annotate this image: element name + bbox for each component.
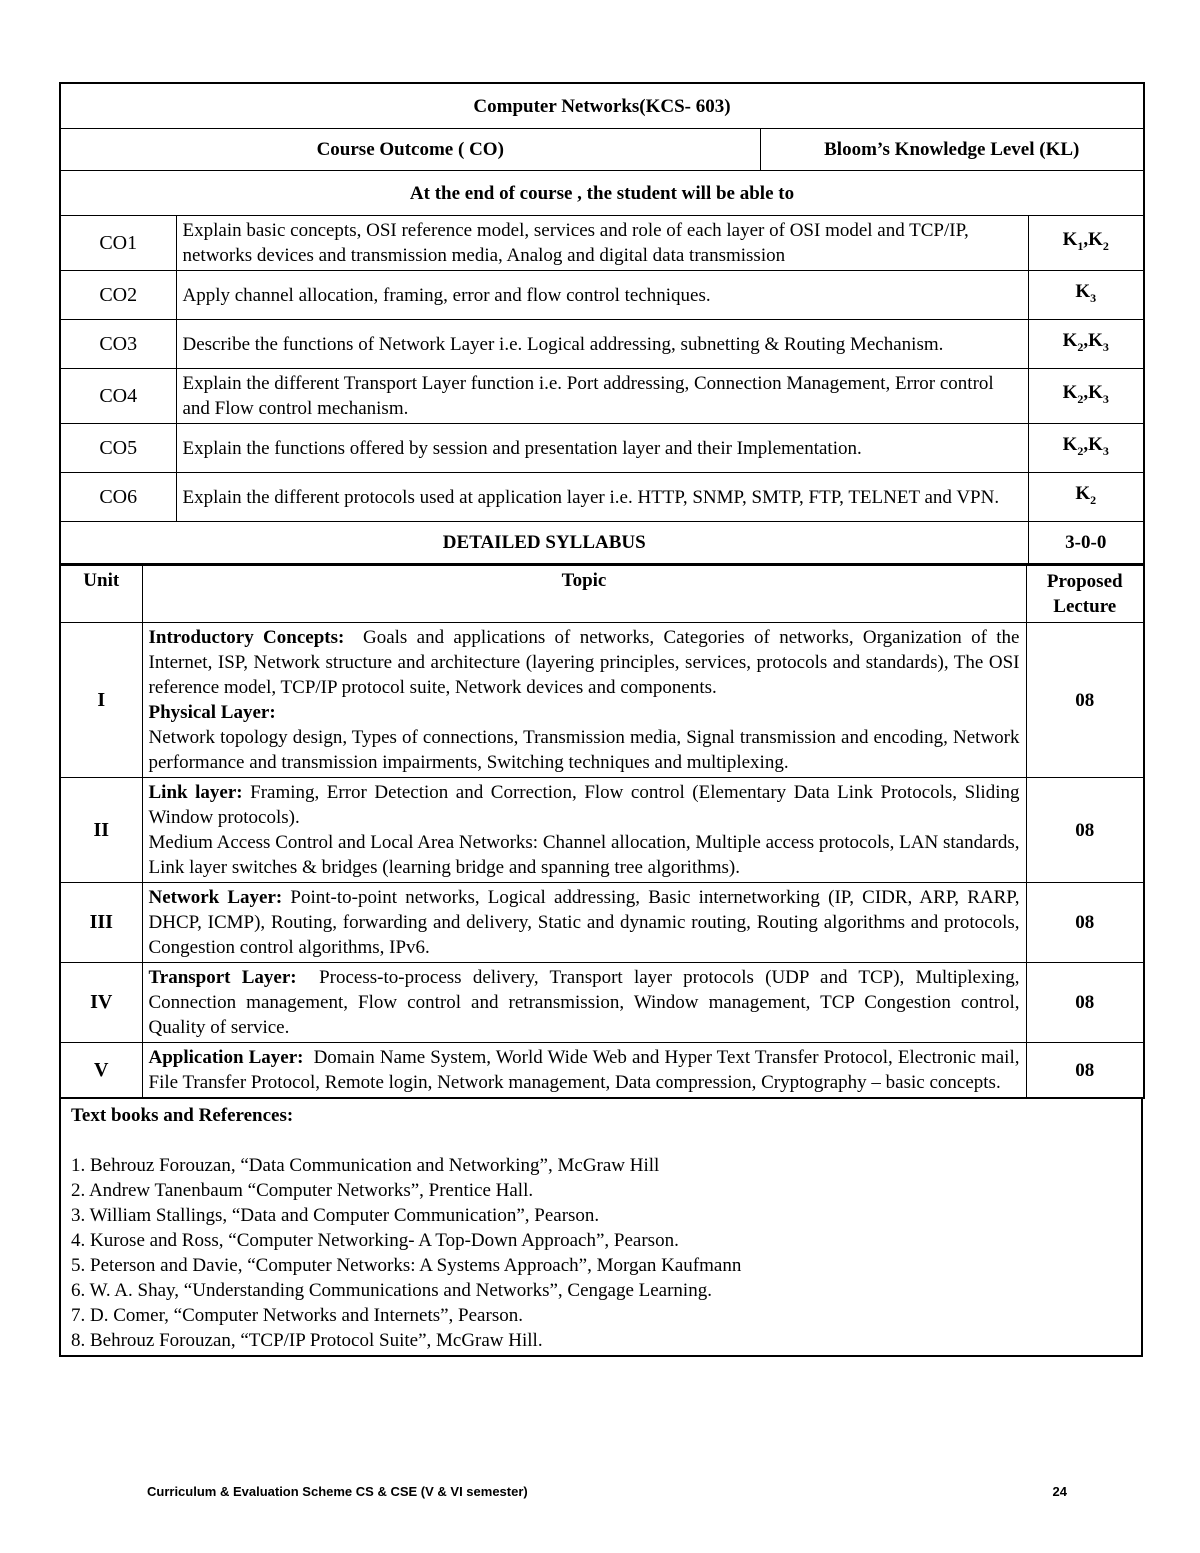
unit-topic xyxy=(142,963,1026,1043)
col-lecture: Proposed Lecture xyxy=(1026,566,1144,623)
co-row xyxy=(60,473,1144,522)
reference-item: 1. Behrouz Forouzan, “Data Communication and Networking”, McGraw Hill xyxy=(71,1155,660,1176)
topic-text: Framing, Error Detection and Correction, Flow control (Elementary Data Link Protocols, Sliding Window protocols). xyxy=(148,782,1024,828)
page-number: 24 xyxy=(1052,1484,1067,1499)
course-title: Computer Networks(KCS- 603) xyxy=(60,83,1144,129)
unit-lectures: 08 xyxy=(1026,883,1144,963)
co-header: Course Outcome ( CO) xyxy=(60,129,760,171)
syllabus-title: DETAILED SYLLABUS xyxy=(60,522,1028,565)
co-knowledge-level: $K_2,K_3$ xyxy=(1028,369,1144,424)
co-row xyxy=(60,216,1144,271)
co-code: CO3 xyxy=(60,320,176,369)
co-knowledge-level: $K_2$ xyxy=(1028,473,1144,522)
co-row xyxy=(60,424,1144,473)
topic-paragraph xyxy=(148,1045,1025,1095)
unit-topic xyxy=(142,883,1026,963)
co-code: CO4 xyxy=(60,369,176,424)
topic-text: Process-to-process delivery, Transport layer protocols (UDP and TCP), Multiplexing, Connection management, Flow control and retransmission, Window management, TCP Congestion control, Quality of service. xyxy=(148,967,1025,1038)
reference-item: 4. Kurose and Ross, “Computer Networking- A Top-Down Approach”, Pearson. xyxy=(71,1230,679,1251)
topic-heading: Link layer: xyxy=(148,782,243,803)
references-title: Text books and References: xyxy=(71,1105,294,1126)
topic-heading: Physical Layer: xyxy=(148,702,276,723)
unit-topic xyxy=(142,1043,1026,1099)
ltp-value: 3-0-0 xyxy=(1028,522,1144,565)
topic-paragraph xyxy=(148,700,1025,775)
reference-item: 8. Behrouz Forouzan, “TCP/IP Protocol Suite”, McGraw Hill. xyxy=(71,1330,543,1351)
co-description: Apply channel allocation, framing, error and flow control techniques. xyxy=(176,271,1028,320)
footer-text: Curriculum & Evaluation Scheme CS & CSE (V & VI semester) xyxy=(147,1484,528,1499)
topic-heading: Transport Layer: xyxy=(148,967,297,988)
topic-text: Goals and applications of networks, Categories of networks, Organization of the Internet, ISP, Network structure and architecture (layering principles, services, protocols and standards), The OSI reference model, TCP/IP protocol suite, Network devices and components. xyxy=(148,627,1025,698)
unit-number: V xyxy=(60,1043,142,1099)
co-code: CO2 xyxy=(60,271,176,320)
unit-number: IV xyxy=(60,963,142,1043)
unit-lectures: 08 xyxy=(1026,1043,1144,1099)
col-unit: Unit xyxy=(60,566,142,623)
co-row xyxy=(60,271,1144,320)
unit-row xyxy=(60,623,1144,778)
references-list xyxy=(71,1153,1131,1353)
topic-text: Medium Access Control and Local Area Networks: Channel allocation, Multiple access protocols, LAN standards, Link layer switches & bridges (learning bridge and spanning tree algorithms). xyxy=(148,832,1025,878)
co-code: CO5 xyxy=(60,424,176,473)
unit-number: I xyxy=(60,623,142,778)
co-code: CO1 xyxy=(60,216,176,271)
unit-topic xyxy=(142,623,1026,778)
co-knowledge-level: $K_2,K_3$ xyxy=(1028,424,1144,473)
co-description: Explain the different Transport Layer function i.e. Port addressing, Connection Management, Error control and Flow control mechanism. xyxy=(176,369,1028,424)
unit-lectures: 08 xyxy=(1026,623,1144,778)
co-row xyxy=(60,369,1144,424)
co-code: CO6 xyxy=(60,473,176,522)
topic-heading: Introductory Concepts: xyxy=(148,627,345,648)
topic-heading: Application Layer: xyxy=(148,1047,304,1068)
co-knowledge-level: $K_3$ xyxy=(1028,271,1144,320)
topic-text: Network topology design, Types of connections, Transmission media, Signal transmission and encoding, Network performance and transmission impairments, Switching techniques and multiplexing. xyxy=(148,727,1025,773)
topic-text: Point-to-point networks, Logical addressing, Basic internetworking (IP, CIDR, ARP, RARP, DHCP, ICMP), Routing, forwarding and delivery, Static and dynamic routing, Routing algorithms and protocols, Congestion control algorithms, IPv6. xyxy=(148,887,1025,958)
unit-lectures: 08 xyxy=(1026,963,1144,1043)
unit-row xyxy=(60,963,1144,1043)
syllabus-sheet xyxy=(59,82,1143,1357)
reference-item: 7. D. Comer, “Computer Networks and Internets”, Pearson. xyxy=(71,1305,523,1326)
topic-text: Domain Name System, World Wide Web and Hyper Text Transfer Protocol, Electronic mail, File Transfer Protocol, Remote login, Network management, Data compression, Cryptography – basic concepts. xyxy=(148,1047,1025,1093)
topic-paragraph xyxy=(148,780,1024,830)
unit-lectures: 08 xyxy=(1026,778,1144,883)
topic-paragraph xyxy=(148,885,1025,960)
reference-item: 2. Andrew Tanenbaum “Computer Networks”, Prentice Hall. xyxy=(71,1180,534,1201)
topic-paragraph xyxy=(148,965,1025,1040)
col-topic: Topic xyxy=(142,566,1026,623)
co-description: Describe the functions of Network Layer i.e. Logical addressing, subnetting & Routing Mechanism. xyxy=(176,320,1028,369)
course-intro: At the end of course , the student will be able to xyxy=(60,171,1144,216)
co-description: Explain basic concepts, OSI reference model, services and role of each layer of OSI model and TCP/IP, networks devices and transmission media, Analog and digital data transmission xyxy=(176,216,1028,271)
unit-topic xyxy=(142,778,1026,883)
co-row xyxy=(60,320,1144,369)
co-knowledge-level: $K_1,K_2$ xyxy=(1028,216,1144,271)
co-knowledge-level: $K_2,K_3$ xyxy=(1028,320,1144,369)
topic-paragraph xyxy=(148,625,1025,700)
unit-row xyxy=(60,883,1144,963)
reference-item: 6. W. A. Shay, “Understanding Communications and Networks”, Cengage Learning. xyxy=(71,1280,712,1301)
topic-heading: Network Layer: xyxy=(148,887,283,908)
references-section xyxy=(59,1099,1143,1357)
reference-item: 5. Peterson and Davie, “Computer Networks: A Systems Approach”, Morgan Kaufmann xyxy=(71,1255,742,1276)
course-outcome-table xyxy=(59,82,1145,565)
reference-item: 3. William Stallings, “Data and Computer Communication”, Pearson. xyxy=(71,1205,600,1226)
page-footer xyxy=(147,1484,1067,1499)
co-description: Explain the functions offered by session and presentation layer and their Implementation. xyxy=(176,424,1028,473)
topic-paragraph xyxy=(148,830,1025,880)
syllabus-table xyxy=(59,565,1145,1099)
kl-header: Bloom’s Knowledge Level (KL) xyxy=(760,129,1144,171)
unit-row xyxy=(60,778,1144,883)
unit-number: II xyxy=(60,778,142,883)
co-description: Explain the different protocols used at application layer i.e. HTTP, SNMP, SMTP, FTP, TELNET and VPN. xyxy=(176,473,1028,522)
unit-number: III xyxy=(60,883,142,963)
unit-row xyxy=(60,1043,1144,1099)
